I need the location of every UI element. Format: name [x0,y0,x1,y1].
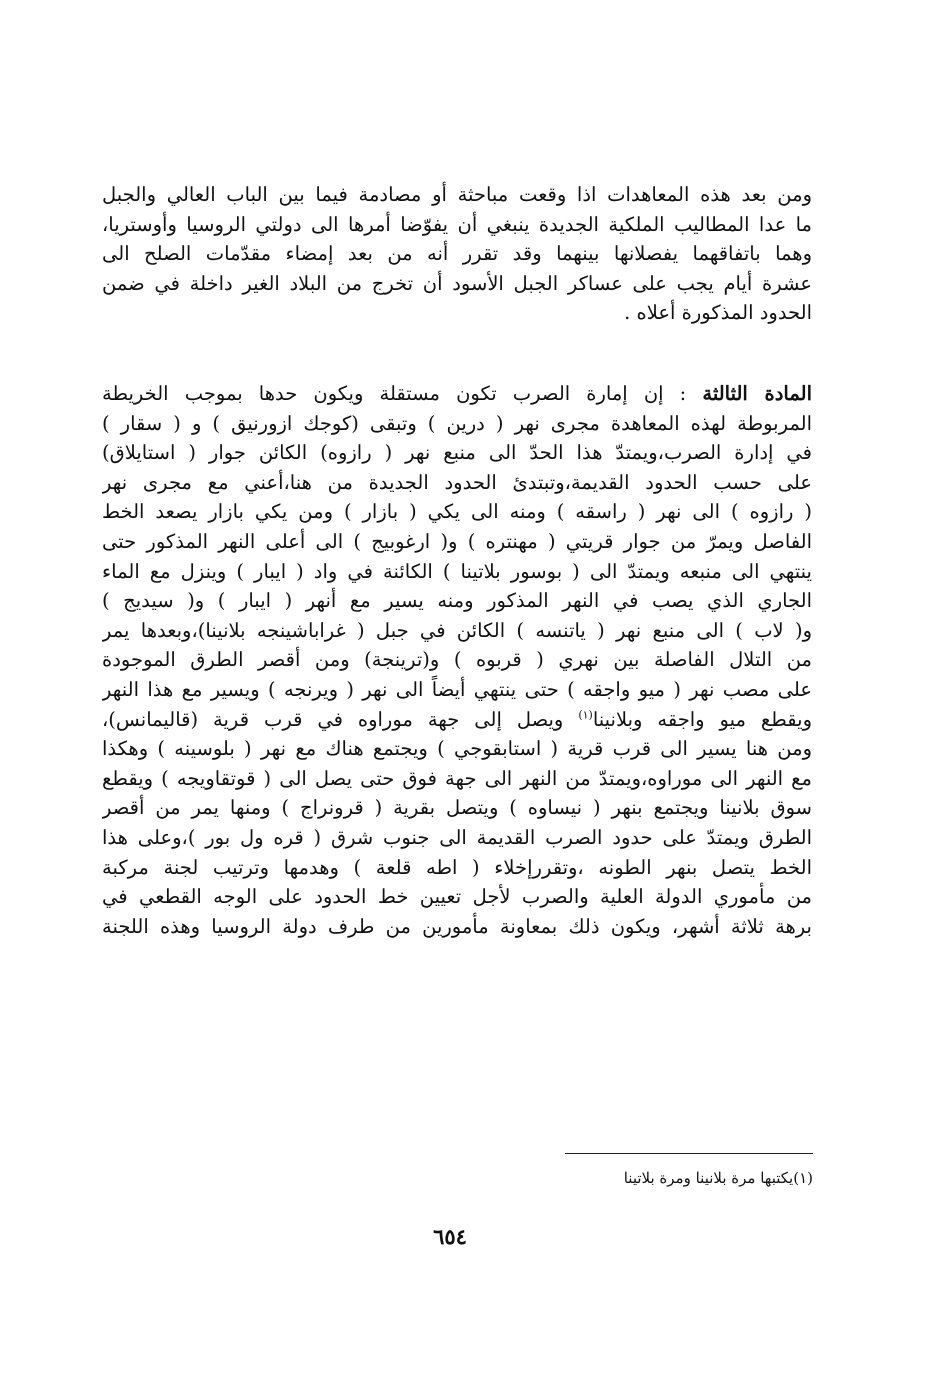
footnote-divider [565,1153,813,1154]
text-line: مع النهر الى موراوه،ويمتدّ من النهر الى جهة فوق حتى يصل الى ( قوتقاويجه ) ويقطع [102,766,812,790]
text-line: الجاري الذي يصب في النهر المذكور ومنه يسير مع أنهر ( ايبار ) و( سيديج ) [102,589,812,613]
text-line: الطرق ويمتدّ على حدود الصرب القديمة الى جنوب شرق ( قره ول بور )،وعلى هذا [102,825,812,849]
text-line: الخط يتصل بنهر الطونه ،وتقررإخلاء ( اطه قلعة ) وهدمها وترتيب لجنة مركبة [102,855,812,879]
text-line: برهة ثلاثة أشهر، ويكون ذلك بمعاونة مأمورين من طرف دولة الروسيا وهذه اللجنة [102,914,812,938]
paragraph-2-article-three [102,379,812,941]
text-span: : إن إمارة الصرب تكون مستقلة ويكون حدها بموجب الخريطة [102,382,703,405]
text-line: المربوطة لهذه المعاهدة مجرى نهر ( درين ) وتبقى (كوجك ازورنيق ) و ( سقار ) [102,411,812,435]
text-line: من التلال الفاصلة بين نهري ( قربوه ) و(ترينجة) ومن أقصر الطرق الموجودة [102,648,812,672]
text-line: على مصب نهر ( ميو واجقه ) حتى ينتهي أيضاً الى نهر ( ويرنجه ) ويسير مع هذا النهر [102,677,812,701]
text-line: ومن بعد هذه المعاهدات اذا وقعت مباحثة أو مصادمة فيما بين الباب العالي والجبل [102,183,812,206]
text-line: في إدارة الصرب،ويمتدّ هذا الحدّ الى منبع نهر ( رازوه) الكائن جوار ( استايلاق) [102,441,812,465]
text-line: الحدود المذكورة أعلاه . [624,301,812,325]
text-line: ما عدا المطاليب الملكية الجديدة ينبغي أن يفوّضا أمرها الى دولتي الروسيا وأوستريا، [102,212,812,236]
text-line: سوق بلانينا ويجتمع بنهر ( نيساوه ) ويتصل بقرية ( قرونراج ) ومنها يمر من أقصر [102,796,812,820]
article-heading: المادة الثالثة [702,382,812,405]
paragraph-1 [102,180,812,328]
footnote-marker[interactable]: (١) [578,708,593,722]
footnote: (١)يكتبها مرة بلانينا ومرة بلاتينا [623,1169,813,1187]
text-span: ويقطع ميو واجقه وبلانينا [592,707,812,731]
text-line: على حسب الحدود القديمة،وتبتدئ الحدود الجديدة من هنا،أعني مع مجرى نهر [102,470,812,494]
text-line: و( لاب ) الى منبع نهر ( ياتنسه ) الكائن في جبل ( غراباشينجه بلانينا)،وبعدها يمر [102,618,812,642]
text-line: من مأموري الدولة العلية والصرب لأجل تعيين خط الحدود على الوجه القطعي في [102,885,812,909]
text-line [102,705,812,735]
page-number: ٦٥٤ [433,1224,467,1249]
text-line: وهما باتفاقهما يفصلانها بينهما وقد تقرر أنه من بعد إمضاء مقدّمات الصلح الى [102,242,812,266]
text-line [102,379,812,409]
text-line: الفاصل ويمرّ من جوار قريتي ( مهنتره ) و( ارغوبيج ) الى أعلى النهر المذكور حتى [102,529,812,553]
text-line: ومن هنا يسير الى قرب قرية ( استابقوجي ) ويجتمع هناك مع نهر ( بلوسينه ) وهكذا [102,737,812,761]
text-line: ينتهي الى منبعه ويمتدّ الى ( بوسور بلاتينا ) الكائنة في واد ( ايبار ) وينزل مع الماء [102,559,812,583]
text-span: ويصل إلى جهة موراوه في قرب قرية (قاليمانس)، [102,707,579,731]
text-line: ( رازوه ) الى نهر ( راسقه ) ومنه الى يكي ( بازار ) ومن يكي بازار يصعد الخط [102,500,812,524]
text-line: عشرة أيام يجب على عساكر الجبل الأسود أن تخرج من البلاد الغير داخلة في ضمن [102,271,812,295]
